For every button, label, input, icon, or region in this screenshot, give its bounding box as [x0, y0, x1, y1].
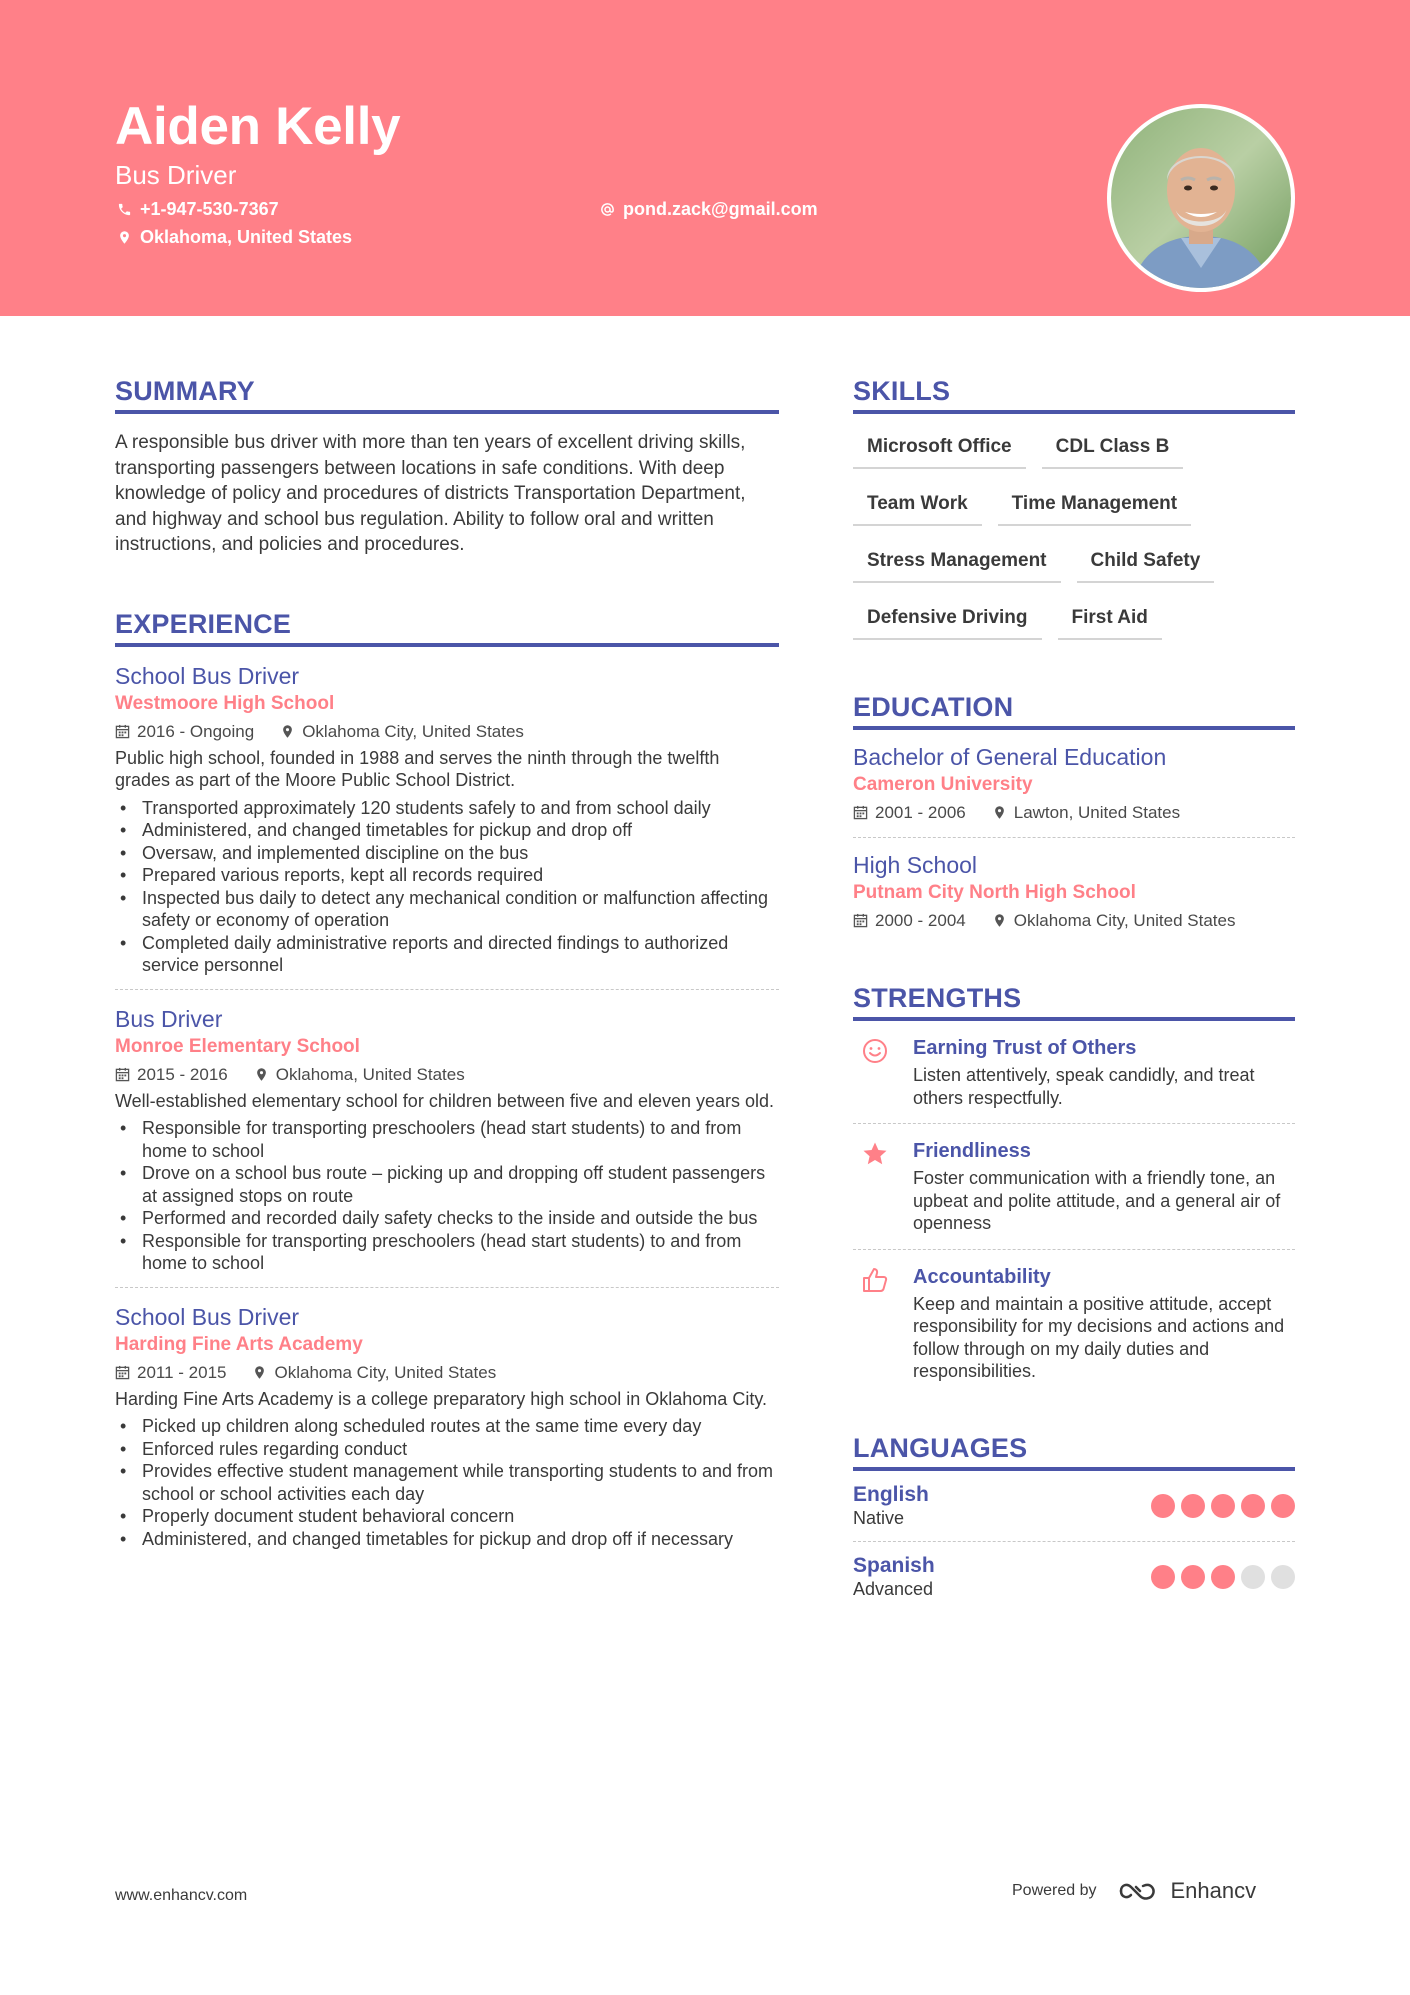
languages-section: [853, 1432, 1295, 1612]
bullet-item: • Responsible for transporting preschoolers (head start students) to and from home to school: [115, 1230, 779, 1275]
job-location: [254, 1062, 465, 1087]
strength-icon-wrap: [853, 1035, 913, 1109]
bullet-item: • Oversaw, and implemented discipline on the bus: [115, 842, 779, 865]
date-text: 2000 - 2004: [875, 911, 966, 930]
powered-by-text: Powered by: [1012, 1882, 1097, 1899]
education-item: [853, 730, 1295, 837]
calendar-icon: [115, 724, 130, 739]
rating-dot: [1151, 1494, 1175, 1518]
languages-heading: LANGUAGES: [853, 1435, 1295, 1471]
skill-tag: Time Management: [998, 483, 1191, 526]
phone-text: +1-947-530-7367: [140, 199, 279, 219]
strengths-heading: STRENGTHS: [853, 985, 1295, 1021]
rating-dot: [1271, 1494, 1295, 1518]
language-rating: [1151, 1494, 1295, 1518]
rating-dot: [1181, 1565, 1205, 1589]
location-pin-icon: [992, 913, 1007, 928]
education-item: [853, 837, 1295, 945]
footer-branding: [1012, 1878, 1256, 1904]
skills-section: [853, 378, 1295, 654]
rating-dot: [1241, 1494, 1265, 1518]
strength-item: [853, 1021, 1295, 1123]
experience-description: Public high school, founded in 1988 and serves the ninth through the twelfth grades as part of the Moore Public School District.: [115, 747, 720, 790]
skill-tag: Defensive Driving: [853, 597, 1042, 640]
resume-header: [0, 0, 1410, 316]
experience-heading: EXPERIENCE: [115, 611, 779, 647]
bullet-item: • Picked up children along scheduled routes at the same time every day: [115, 1415, 779, 1438]
experience-company: Westmoore High School: [115, 692, 335, 714]
summary-heading: SUMMARY: [115, 378, 779, 414]
strength-title: Friendliness: [913, 1140, 1031, 1162]
experience-bullets: [115, 1415, 779, 1550]
rating-dot: [1211, 1494, 1235, 1518]
candidate-title: Bus Driver: [115, 160, 237, 190]
thumbs-up-icon: [861, 1266, 889, 1294]
skills-heading: SKILLS: [853, 378, 1295, 414]
location-pin-icon: [280, 724, 295, 739]
date-range: [115, 719, 254, 744]
brand-logo[interactable]: [1117, 1878, 1257, 1904]
experience-meta: [115, 1062, 779, 1087]
bullet-item: • Performed and recorded daily safety checks to the inside and outside the bus: [115, 1207, 779, 1230]
location-pin-icon: [252, 1365, 267, 1380]
bullet-item: • Provides effective student management while transporting students to and from school or school activities each day: [115, 1460, 779, 1505]
education-section: [853, 694, 1295, 945]
bullet-item: • Enforced rules regarding conduct: [115, 1438, 779, 1461]
location-pin-icon: [992, 805, 1007, 820]
bullet-item: • Inspected bus daily to detect any mechanical condition or malfunction affecting safety or economy of operation: [115, 887, 779, 932]
bullet-item: • Administered, and changed timetables for pickup and drop off: [115, 819, 779, 842]
at-icon: [600, 202, 615, 217]
date-text: 2011 - 2015: [137, 1362, 227, 1382]
footer-website[interactable]: www.enhancv.com: [115, 1887, 248, 1904]
date-text: 2015 - 2016: [137, 1064, 228, 1084]
date-text: 2001 - 2006: [875, 803, 966, 822]
strength-title: Earning Trust of Others: [913, 1037, 1137, 1059]
skills-list: [853, 426, 1295, 654]
skill-tag: Team Work: [853, 483, 982, 526]
language-name: Spanish: [853, 1553, 935, 1577]
bullet-item: • Prepared various reports, kept all records required: [115, 864, 779, 887]
location-text: Oklahoma, United States: [275, 1064, 465, 1084]
bullet-item: • Responsible for transporting preschoolers (head start students) to and from home to school: [115, 1117, 779, 1162]
education-degree: High School: [853, 852, 978, 878]
education-meta: [853, 800, 1295, 825]
location-text: Oklahoma City, United States: [274, 1362, 497, 1382]
language-level: Native: [853, 1507, 905, 1528]
email-text: pond.zack@gmail.com: [623, 199, 818, 219]
education-degree: Bachelor of General Education: [853, 744, 1167, 770]
education-heading: EDUCATION: [853, 694, 1295, 730]
bullet-item: • Properly document student behavioral concern: [115, 1505, 779, 1528]
language-rating: [1151, 1565, 1295, 1589]
calendar-icon: [115, 1365, 130, 1380]
rating-dot: [1271, 1565, 1295, 1589]
experience-description: Harding Fine Arts Academy is a college preparatory high school in Oklahoma City.: [115, 1388, 767, 1409]
contact-phone[interactable]: [117, 200, 279, 218]
strengths-section: [853, 985, 1295, 1397]
date-text: 2016 - Ongoing: [137, 721, 255, 741]
job-location: [280, 719, 524, 744]
avatar: [1107, 104, 1295, 292]
skill-tag: Stress Management: [853, 540, 1061, 583]
strength-body: [913, 1035, 1295, 1109]
experience-item: [115, 647, 779, 977]
language-name: English: [853, 1482, 929, 1506]
summary-section: [115, 378, 779, 558]
experience-role: School Bus Driver: [115, 662, 300, 689]
strength-item: [853, 1123, 1295, 1249]
location-pin-icon: [254, 1067, 269, 1082]
date-range: [115, 1062, 228, 1087]
language-item: [853, 1471, 1295, 1541]
calendar-icon: [853, 913, 868, 928]
bullet-item: • Drove on a school bus route – picking up and dropping off student passengers at assigned stops on route: [115, 1162, 779, 1207]
calendar-icon: [853, 805, 868, 820]
location-text: Oklahoma City, United States: [1013, 911, 1236, 930]
language-text: [853, 1554, 935, 1600]
strength-icon-wrap: [853, 1138, 913, 1235]
experience-bullets: [115, 797, 779, 977]
location-pin-icon: [117, 230, 132, 245]
education-school: Putnam City North High School: [853, 882, 1136, 903]
bullet-item: • Administered, and changed timetables for pickup and drop off if necessary: [115, 1528, 779, 1551]
left-column: [115, 378, 779, 1550]
experience-description: Well-established elementary school for children between five and eleven years old.: [115, 1090, 775, 1111]
strength-title: Accountability: [913, 1265, 1051, 1288]
job-location: [252, 1360, 496, 1385]
right-column: [853, 378, 1295, 1612]
bullet-item: • Transported approximately 120 students safely to and from school daily: [115, 797, 779, 820]
date-range: [115, 1360, 226, 1385]
strength-body: [913, 1264, 1295, 1383]
rating-dot: [1211, 1565, 1235, 1589]
rating-dot: [1151, 1565, 1175, 1589]
education-meta: [853, 908, 1295, 933]
experience-meta: [115, 1360, 779, 1385]
location-text: Lawton, United States: [1013, 803, 1181, 822]
experience-meta: [115, 719, 779, 744]
skill-tag: Child Safety: [1077, 540, 1215, 583]
strength-description: Keep and maintain a positive attitude, accept responsibility for my decisions and actions and follow through on my daily duties and responsibilities.: [913, 1293, 1285, 1381]
school-location: [992, 800, 1180, 825]
candidate-name: Aiden Kelly: [115, 97, 401, 156]
experience-item: [115, 1287, 779, 1551]
date-range: [853, 908, 966, 933]
experience-bullets: [115, 1117, 779, 1275]
skill-tag: First Aid: [1058, 597, 1162, 640]
summary-text: A responsible bus driver with more than ten years of excellent driving skills, transporting passengers between locations in safe conditions. With deep knowledge of policy and procedures of districts Transportation Department, and highway and school bus regulation. Ability to follow oral and written instructions, and policies and procedures.: [115, 432, 746, 555]
star-icon: [861, 1140, 889, 1168]
rating-dot: [1241, 1565, 1265, 1589]
location-text: Oklahoma, United States: [140, 227, 353, 247]
education-school: Cameron University: [853, 774, 1033, 795]
avatar-photo: [1111, 108, 1291, 288]
experience-role: Bus Driver: [115, 1005, 223, 1032]
skill-tag: CDL Class B: [1042, 426, 1184, 469]
smile-icon: [861, 1037, 889, 1065]
experience-company: Harding Fine Arts Academy: [115, 1333, 363, 1355]
experience-section: [115, 608, 779, 1551]
experience-company: Monroe Elementary School: [115, 1035, 360, 1057]
language-text: [853, 1483, 929, 1529]
date-range: [853, 800, 966, 825]
contact-location: [117, 228, 352, 246]
phone-icon: [117, 202, 132, 217]
location-text: Oklahoma City, United States: [302, 721, 524, 741]
contact-email[interactable]: [600, 200, 818, 218]
skill-tag: Microsoft Office: [853, 426, 1026, 469]
language-item: [853, 1541, 1295, 1612]
school-location: [992, 908, 1236, 933]
language-level: Advanced: [853, 1578, 934, 1599]
strength-item: [853, 1249, 1295, 1397]
strength-icon-wrap: [853, 1264, 913, 1383]
experience-item: [115, 989, 779, 1275]
calendar-icon: [115, 1067, 130, 1082]
rating-dot: [1181, 1494, 1205, 1518]
brand-name: Enhancv: [1170, 1878, 1257, 1903]
strength-description: Listen attentively, speak candidly, and treat others respectfully.: [913, 1065, 1255, 1108]
strength-body: [913, 1138, 1295, 1235]
strength-description: Foster communication with a friendly tone, an upbeat and polite attitude, and a general air of openness: [913, 1168, 1281, 1233]
enhancv-logo-icon: [1117, 1879, 1163, 1903]
bullet-item: • Completed daily administrative reports and directed findings to authorized service personnel: [115, 932, 779, 977]
experience-role: School Bus Driver: [115, 1303, 300, 1330]
